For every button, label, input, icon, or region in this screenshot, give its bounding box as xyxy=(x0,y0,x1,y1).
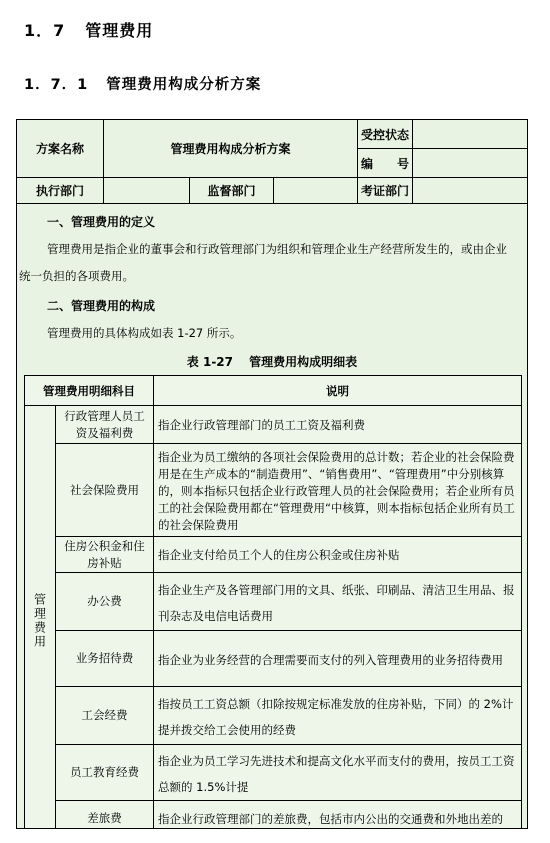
table-row-item: 住房公积金和住房补贴 xyxy=(64,538,145,570)
table-row-item: 工会经费 xyxy=(81,708,128,722)
detail-table xyxy=(24,375,522,829)
table-row-desc: 指企业行政管理部门的员工工资及福利费 xyxy=(158,418,365,432)
table-row-desc: 指按员工工资总额（扣除按规定标准发放的住房补贴，下同）的 2%计提并拨交给工会使用的经费 xyxy=(158,696,514,737)
status-label: 受控状态 xyxy=(360,127,409,142)
exec-dept-label: 执行部门 xyxy=(35,184,84,198)
subsection-heading xyxy=(24,73,261,94)
exec-dept-value[interactable] xyxy=(104,178,189,203)
subsection-number: 1．7．1 xyxy=(24,77,89,93)
supervise-dept-value[interactable] xyxy=(274,178,357,203)
plan-form xyxy=(16,119,528,829)
table-row-item: 业务招待费 xyxy=(75,651,134,665)
table-row-desc: 指企业行政管理部门的差旅费，包括市内公出的交通费和外地出差的 xyxy=(158,812,503,826)
group-label: 管理费用 xyxy=(32,593,47,649)
table-row-item: 办公费 xyxy=(87,594,122,608)
number-label: 编 号 xyxy=(360,156,409,171)
table-row-item: 行政管理人员工资及福利费 xyxy=(64,408,145,440)
table-row-desc: 指企业生产及各管理部门用的文具、纸张、印刷品、清洁卫生用品、报刊杂志及电信电话费用 xyxy=(158,582,515,623)
table-row-item: 差旅费 xyxy=(87,811,122,825)
plan-name-label: 方案名称 xyxy=(35,142,84,156)
plan-name-value: 管理费用构成分析方案 xyxy=(170,142,291,156)
table-caption: 表 1-27 管理费用构成明细表 xyxy=(186,355,358,369)
grid-line xyxy=(17,203,528,204)
table-row-desc: 指企业支付给员工个人的住房公积金或住房补贴 xyxy=(158,548,400,562)
col-header-item: 管理费用明细科目 xyxy=(43,383,135,398)
table-row-item: 员工教育经费 xyxy=(70,765,139,779)
section-title: 管理费用 xyxy=(85,21,154,40)
verify-dept-label: 考证部门 xyxy=(360,184,409,198)
definition-line: 统一负担的各项费用。 xyxy=(19,269,134,283)
verify-dept-value[interactable] xyxy=(413,178,528,203)
table-row-desc: 指企业为员工学习先进技术和提高文化水平而支付的费用，按员工工资总额的 1.5%计提 xyxy=(158,753,515,794)
definition-line: 管理费用是指企业的董事会和行政管理部门为组织和管理企业生产经营所发生的，或由企业 xyxy=(47,242,507,256)
number-value[interactable] xyxy=(413,149,528,177)
subsection-title: 管理费用构成分析方案 xyxy=(106,77,262,93)
table-row-desc: 指企业为员工缴纳的各项社会保险费用的总计数；若企业的社会保险费用是在生产成本的“制造费用”、“销售费用”、“管理费用”中分别核算的，则本指标只包括企业行政管理人员的社会保险费用；若企业所有员工的社会保险费用都在“管理费用“中核算，则本指标包括企业所有员工的社会保险费用 xyxy=(158,449,515,532)
section-heading xyxy=(24,18,153,41)
definition-title: 一、管理费用的定义 xyxy=(47,215,156,229)
composition-line: 管理费用的具体构成如表 1-27 所示。 xyxy=(47,326,242,340)
status-value[interactable] xyxy=(413,120,528,148)
section-number: 1．7 xyxy=(24,21,66,40)
composition-title: 二、管理费用的构成 xyxy=(47,299,156,313)
col-header-desc: 说明 xyxy=(326,383,349,398)
supervise-dept-label: 监督部门 xyxy=(207,184,256,198)
table-row-item: 社会保险费用 xyxy=(70,482,139,497)
table-row-desc: 指企业为业务经营的合理需要而支付的列入管理费用的业务招待费用 xyxy=(158,652,503,667)
